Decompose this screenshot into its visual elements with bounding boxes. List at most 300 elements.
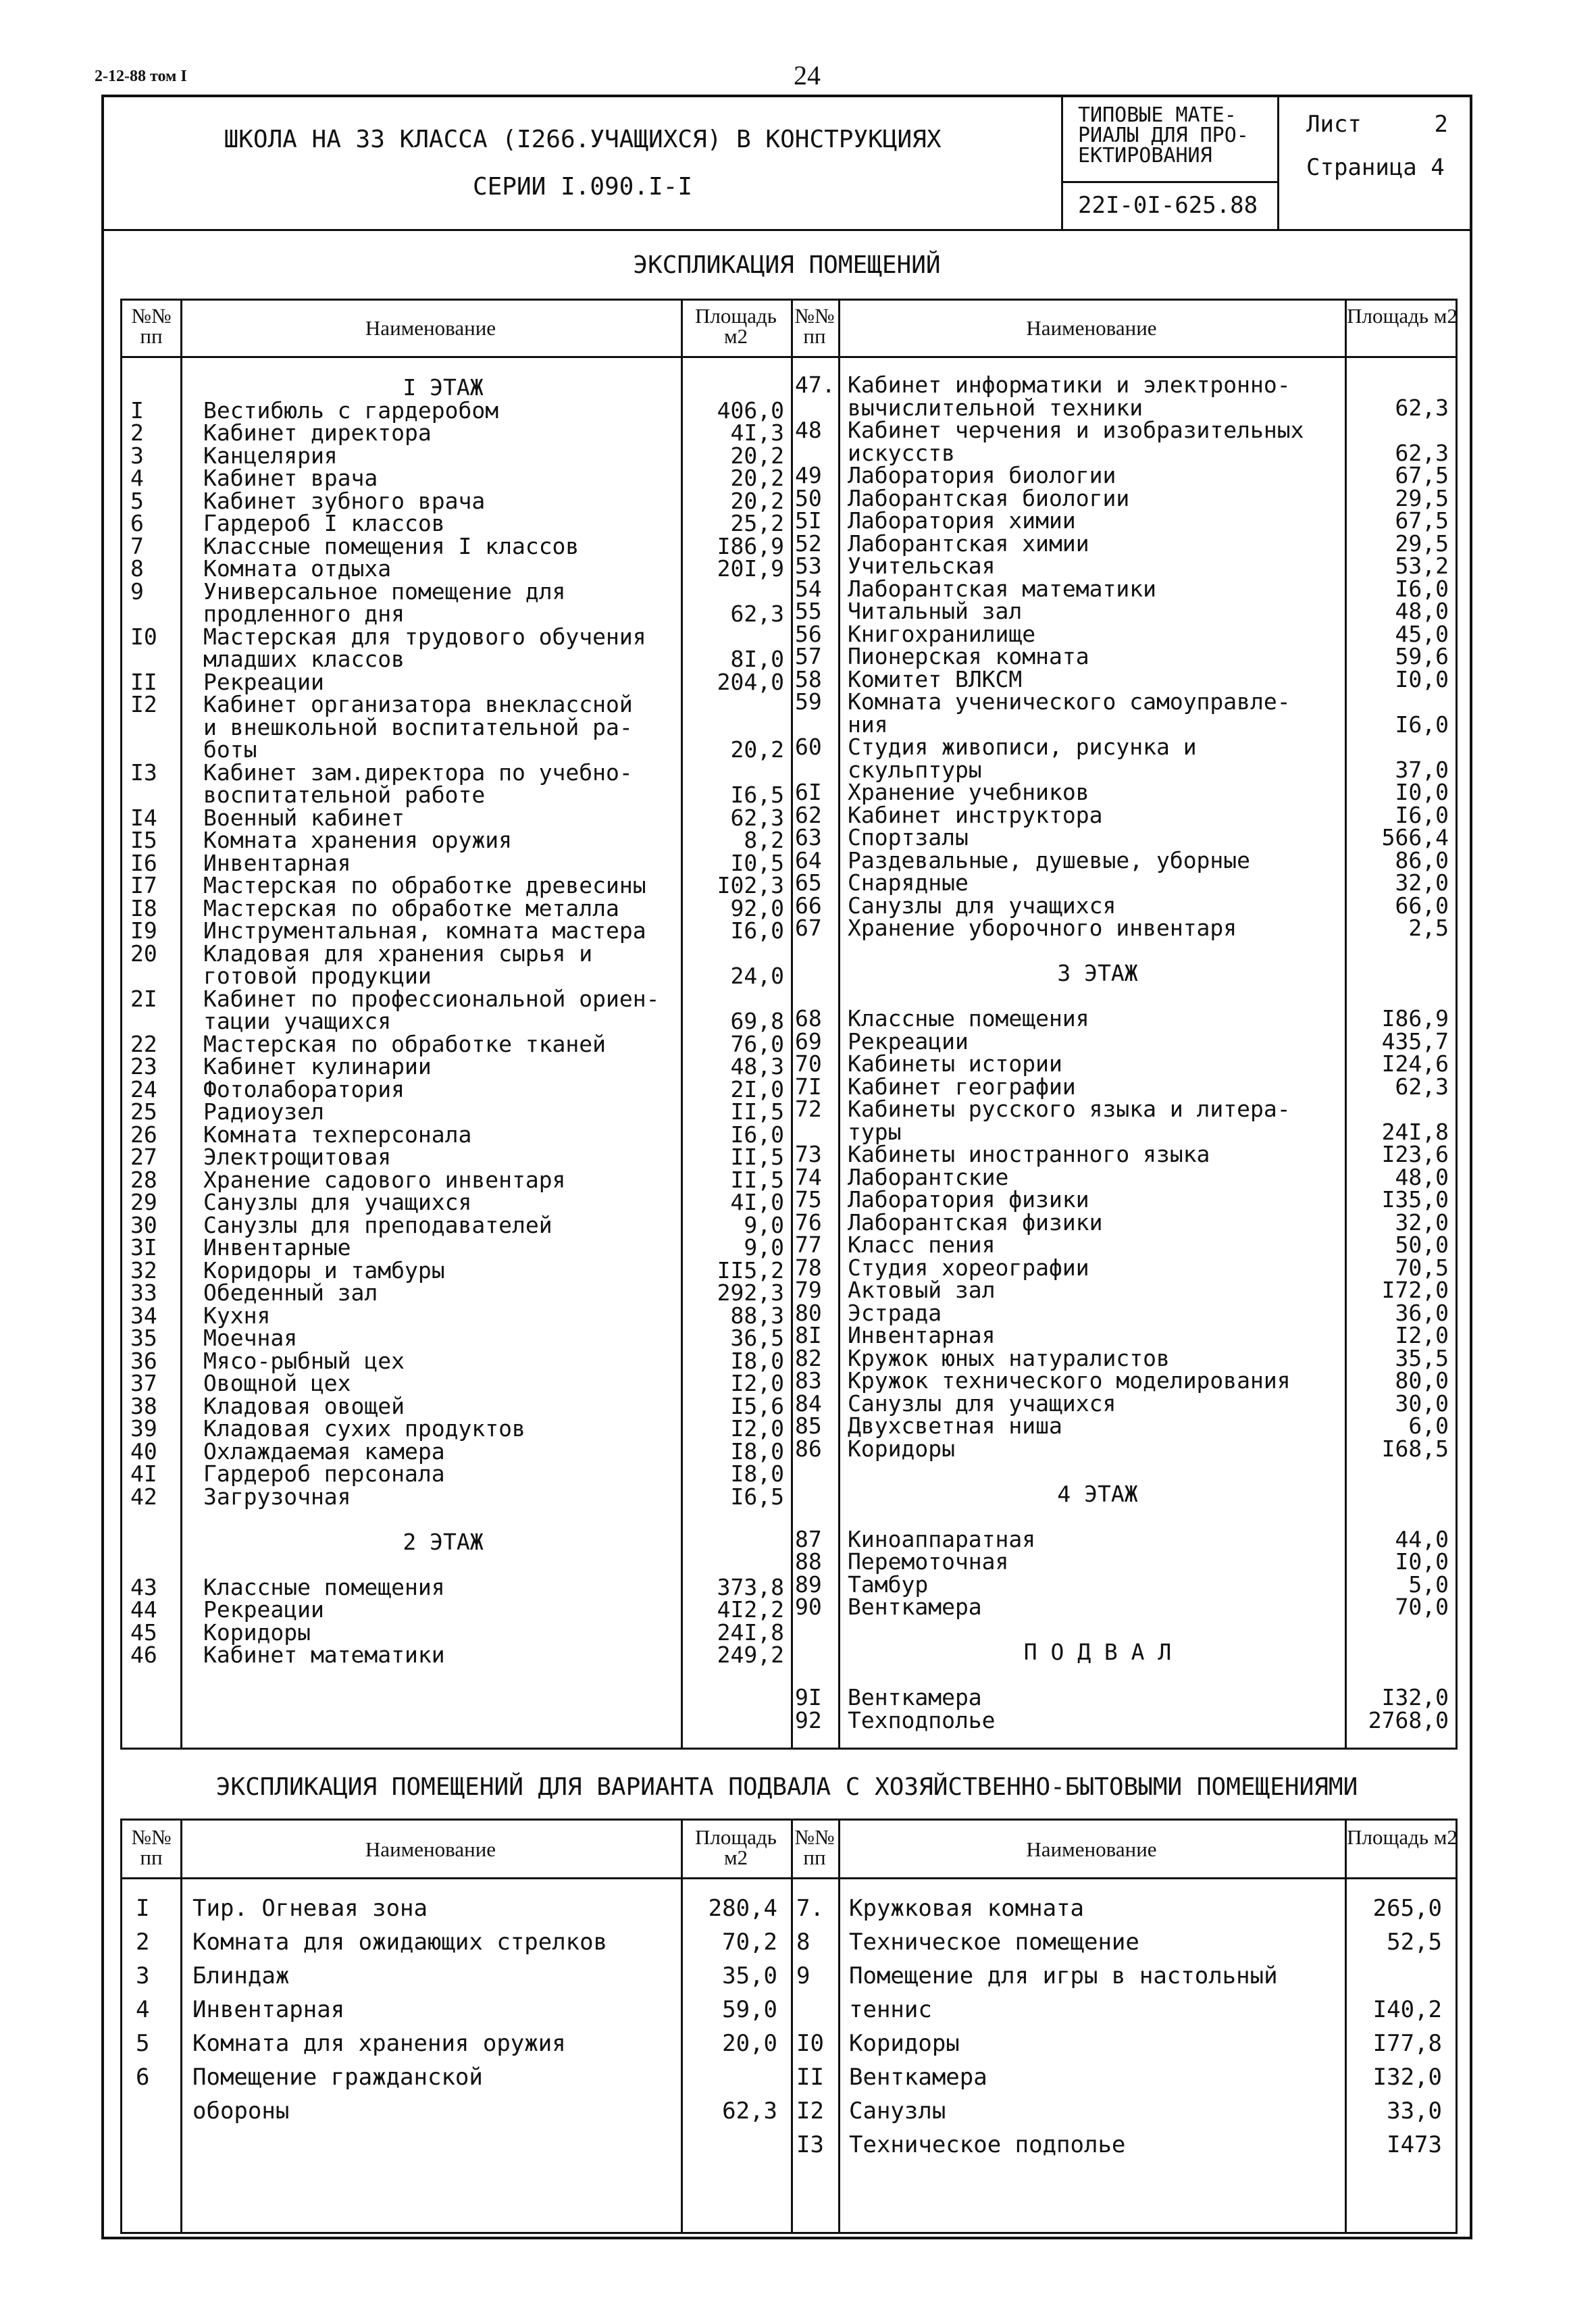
row-number: 85 bbox=[795, 1413, 822, 1439]
table-row bbox=[791, 1435, 1460, 1462]
row-number: 43 bbox=[130, 1573, 157, 1600]
floor-heading bbox=[791, 1505, 1460, 1527]
room-area: I2,0 bbox=[1395, 1322, 1449, 1348]
row-number: 29 bbox=[130, 1189, 157, 1215]
table-row bbox=[122, 829, 791, 851]
room-area: 25,2 bbox=[730, 510, 784, 536]
row-number: I0 bbox=[796, 2030, 824, 2057]
row-number: 76 bbox=[795, 1209, 822, 1236]
row-number: I2 bbox=[796, 2098, 824, 2125]
table-row bbox=[791, 1369, 1460, 1392]
room-area: I2,0 bbox=[730, 1370, 784, 1396]
table-row bbox=[791, 419, 1460, 441]
table-row bbox=[791, 1231, 1460, 1258]
room-name: готовой продукции bbox=[203, 963, 432, 989]
table-row bbox=[791, 1706, 1460, 1733]
room-area: I473 bbox=[1387, 2131, 1442, 2158]
room-name: тации учащихся bbox=[203, 1008, 392, 1034]
table-row bbox=[122, 1996, 791, 2023]
floor-heading bbox=[122, 1528, 791, 1555]
materials-line-1: ТИПОВЫЕ МАТЕ- bbox=[1078, 103, 1237, 127]
room-area: I32,0 bbox=[1381, 1684, 1449, 1710]
room-area: 24I,8 bbox=[717, 1619, 784, 1646]
row-number: I bbox=[136, 1895, 150, 1922]
room-area: 37,0 bbox=[1395, 756, 1449, 783]
floor-heading bbox=[791, 1641, 1460, 1663]
table-row bbox=[791, 781, 1460, 803]
room-area: 435,7 bbox=[1381, 1027, 1449, 1054]
room-area: 20,2 bbox=[730, 487, 784, 514]
row-number: I bbox=[130, 397, 144, 424]
row-number: 5I bbox=[795, 507, 822, 534]
room-name: Санузлы для учащихся bbox=[848, 892, 1116, 919]
row-number: 20 bbox=[130, 940, 157, 967]
title-line-2: СЕРИИ I.090.I-I bbox=[472, 173, 693, 201]
row-number: 22 bbox=[130, 1030, 157, 1057]
room-area: 2768,0 bbox=[1368, 1706, 1449, 1733]
materials-divider bbox=[1063, 181, 1277, 183]
table-row bbox=[122, 1304, 791, 1327]
row-number: 5 bbox=[130, 487, 144, 514]
table-row bbox=[122, 2030, 791, 2057]
row-number: 27 bbox=[130, 1144, 157, 1170]
row-number: 52 bbox=[795, 530, 822, 557]
row-number: I7 bbox=[130, 872, 157, 898]
table-row bbox=[791, 1118, 1460, 1145]
floor-heading bbox=[122, 376, 791, 399]
floor-heading bbox=[791, 940, 1460, 962]
room-name: туры bbox=[848, 1118, 902, 1145]
table-row bbox=[122, 1166, 791, 1193]
table-row bbox=[122, 1440, 791, 1463]
table2-col-area-left: Площадь м2 bbox=[695, 1825, 777, 1869]
room-name: Инвентарные bbox=[203, 1234, 351, 1261]
room-name: Комната ученического самоуправле- bbox=[848, 688, 1291, 715]
row-number: I8 bbox=[130, 894, 157, 921]
table2-col-name-right: Наименование bbox=[1026, 1837, 1157, 1861]
row-number: 92 bbox=[795, 1706, 822, 1733]
title-line-1: ШКОЛА НА 33 КЛАССА (I266.УЧАЩИХСЯ) В КОНСТРУКЦИЯХ bbox=[224, 126, 942, 153]
room-area: I32,0 bbox=[1372, 2064, 1442, 2091]
table-row bbox=[791, 917, 1460, 939]
room-area: 20,2 bbox=[730, 465, 784, 491]
table-row bbox=[122, 1485, 791, 1508]
room-area: I8,0 bbox=[730, 1438, 784, 1465]
room-name: Комната для хранения оружия bbox=[192, 2030, 566, 2057]
row-number: I5 bbox=[130, 827, 157, 853]
room-name: Снарядные bbox=[848, 869, 969, 896]
table-row bbox=[791, 555, 1460, 577]
table-row bbox=[122, 1123, 791, 1146]
table1-col-name-right: Наименование bbox=[1026, 316, 1157, 340]
room-area: 2,5 bbox=[1408, 915, 1449, 941]
room-area: 24,0 bbox=[730, 963, 784, 989]
row-number: 25 bbox=[130, 1098, 157, 1125]
room-area: 67,5 bbox=[1395, 507, 1449, 534]
table1-col-num-right: №№ пп bbox=[794, 304, 835, 348]
materials-block bbox=[1063, 97, 1279, 231]
room-name: Лаборатория химии bbox=[848, 507, 1076, 534]
floor-heading bbox=[122, 1553, 791, 1575]
row-number: II bbox=[796, 2064, 824, 2091]
table-row bbox=[122, 1211, 791, 1238]
table-row bbox=[791, 871, 1460, 894]
room-area: 9,0 bbox=[744, 1211, 784, 1238]
table-row bbox=[122, 965, 791, 987]
room-name: Овощной цех bbox=[203, 1370, 351, 1396]
floor-heading-label: 4 ЭТАЖ bbox=[1057, 1480, 1138, 1507]
room-area: 8,2 bbox=[744, 827, 784, 853]
row-number: 8 bbox=[130, 555, 144, 582]
sheet-label: Лист bbox=[1306, 111, 1362, 138]
row-number: 48 bbox=[795, 417, 822, 443]
room-name: Блиндаж bbox=[192, 1962, 290, 1989]
title-block bbox=[104, 97, 1063, 231]
table1-col-name-left: Наименование bbox=[365, 316, 496, 340]
room-name: Инвентарная bbox=[203, 849, 351, 876]
table-row bbox=[122, 2098, 791, 2125]
row-number: 63 bbox=[795, 824, 822, 850]
table-row bbox=[122, 1327, 791, 1349]
room-area: I0,0 bbox=[1395, 1548, 1449, 1575]
table-row bbox=[122, 849, 791, 876]
room-area: 53,2 bbox=[1395, 553, 1449, 579]
room-name: Военный кабинет bbox=[203, 804, 405, 831]
table2-col-divider bbox=[838, 1821, 840, 2232]
room-name: Лаборантская биологии bbox=[848, 484, 1130, 511]
room-area: 33,0 bbox=[1387, 2098, 1442, 2125]
row-number: 24 bbox=[130, 1075, 157, 1102]
table-row bbox=[791, 1392, 1460, 1415]
room-name: Техподполье bbox=[848, 1706, 996, 1733]
row-number: 44 bbox=[130, 1596, 157, 1623]
table2-title: ЭКСПЛИКАЦИЯ ПОМЕЩЕНИЙ ДЛЯ ВАРИАНТА ПОДВАЛА С ХОЗЯЙСТВЕННО-БЫТОВЫМИ ПОМЕЩЕНИЯМИ bbox=[215, 1773, 1358, 1801]
row-number: I3 bbox=[130, 759, 157, 786]
table-row bbox=[791, 394, 1460, 421]
floor-heading bbox=[791, 1460, 1460, 1482]
room-area: 88,3 bbox=[730, 1302, 784, 1329]
table-row bbox=[791, 1027, 1460, 1054]
row-number: 64 bbox=[795, 846, 822, 873]
table2-col-num-right: №№ пп bbox=[794, 1825, 835, 1869]
room-name: Коридоры bbox=[203, 1619, 311, 1646]
table-row bbox=[791, 620, 1460, 647]
table-row bbox=[791, 1929, 1460, 1956]
floor-heading bbox=[122, 1508, 791, 1530]
row-number: 54 bbox=[795, 575, 822, 602]
table-row bbox=[791, 484, 1460, 511]
table-row bbox=[122, 894, 791, 921]
room-area: II,5 bbox=[730, 1166, 784, 1193]
room-name: Рекреации bbox=[203, 1596, 324, 1623]
table-row bbox=[791, 826, 1460, 848]
room-name: Техническое подполье bbox=[849, 2131, 1126, 2158]
table-row bbox=[791, 1686, 1460, 1708]
room-name: Кладовая сухих продуктов bbox=[203, 1415, 525, 1442]
room-name: Эстрада bbox=[848, 1299, 942, 1326]
row-number: 30 bbox=[130, 1211, 157, 1238]
room-name: Санузлы для учащихся bbox=[203, 1189, 472, 1215]
row-number: I6 bbox=[130, 849, 157, 876]
project-code: 22I-0I-625.88 bbox=[1078, 192, 1258, 219]
row-number: 2I bbox=[130, 985, 157, 1012]
room-name: Кабинет директора bbox=[203, 420, 432, 446]
row-number: 58 bbox=[795, 665, 822, 692]
room-area: 20I,9 bbox=[717, 555, 784, 582]
room-area: 80,0 bbox=[1395, 1367, 1449, 1394]
row-number: 70 bbox=[795, 1050, 822, 1077]
table-row bbox=[791, 1211, 1460, 1234]
room-name: Гардероб I классов bbox=[203, 510, 445, 536]
room-area: 32,0 bbox=[1395, 1209, 1449, 1236]
room-area: 92,0 bbox=[730, 894, 784, 921]
row-number: 3 bbox=[130, 442, 144, 469]
room-area: I6,5 bbox=[730, 1483, 784, 1510]
table1-col-area-left: Площадь м2 bbox=[695, 304, 777, 348]
room-area: 20,2 bbox=[730, 442, 784, 469]
room-name: Классные помещения I классов bbox=[203, 532, 580, 559]
row-number: 35 bbox=[130, 1325, 157, 1351]
room-area: I23,6 bbox=[1381, 1141, 1449, 1167]
room-name: Кабинет врача bbox=[203, 465, 378, 491]
room-name: Кладовая для хранения сырья и bbox=[203, 940, 593, 967]
room-name: Читальный зал bbox=[848, 598, 1023, 624]
row-number: 6I bbox=[795, 779, 822, 805]
row-number: 3I bbox=[130, 1234, 157, 1261]
row-number: 73 bbox=[795, 1141, 822, 1167]
room-name: Комната отдыха bbox=[203, 555, 392, 582]
row-number: 32 bbox=[130, 1256, 157, 1283]
table-row bbox=[122, 648, 791, 670]
row-number: 7I bbox=[795, 1073, 822, 1100]
table-row bbox=[122, 623, 791, 650]
row-number: 6 bbox=[130, 510, 144, 536]
room-name: Коридоры и тамбуры bbox=[203, 1256, 445, 1283]
row-number: 84 bbox=[795, 1390, 822, 1417]
row-number: 28 bbox=[130, 1166, 157, 1193]
row-number: I0 bbox=[130, 623, 157, 650]
table-row bbox=[791, 2030, 1460, 2057]
room-area: 8I,0 bbox=[730, 646, 784, 672]
room-area: 2I,0 bbox=[730, 1075, 784, 1102]
floor-heading-label: I ЭТАЖ bbox=[403, 374, 484, 401]
row-number: 86 bbox=[795, 1435, 822, 1462]
rooms-table bbox=[120, 299, 1458, 1750]
table-row bbox=[791, 756, 1460, 783]
room-name: Электрощитовая bbox=[203, 1144, 392, 1170]
room-name: Хранение садового инвентаря bbox=[203, 1166, 566, 1193]
table-row bbox=[122, 1573, 791, 1600]
row-number: 45 bbox=[130, 1619, 157, 1646]
room-name: Кладовая овощей bbox=[203, 1392, 405, 1419]
room-area: I86,9 bbox=[1381, 1005, 1449, 1032]
materials-text bbox=[1078, 105, 1249, 166]
table-row bbox=[122, 784, 791, 806]
room-area: 62,3 bbox=[730, 804, 784, 831]
table-row bbox=[122, 1392, 791, 1419]
room-area: I86,9 bbox=[717, 532, 784, 559]
room-area: I6,0 bbox=[1395, 575, 1449, 602]
room-area: 62,3 bbox=[1395, 1073, 1449, 1100]
room-area: 70,2 bbox=[722, 1929, 777, 1956]
room-name: Помещение гражданской bbox=[192, 2064, 483, 2091]
table-row bbox=[791, 1256, 1460, 1279]
room-area: I2,0 bbox=[730, 1415, 784, 1442]
table-row bbox=[122, 512, 791, 534]
room-area: 62,3 bbox=[1395, 439, 1449, 466]
row-number: 4 bbox=[136, 1996, 150, 2023]
row-number: 66 bbox=[795, 892, 822, 919]
room-area: 48,3 bbox=[730, 1053, 784, 1079]
room-name: Кабинеты истории bbox=[848, 1050, 1062, 1077]
floor-heading-label: П О Д В А Л bbox=[1023, 1639, 1172, 1665]
room-area: 86,0 bbox=[1395, 846, 1449, 873]
table2-col-divider bbox=[791, 1821, 793, 2232]
room-area: 30,0 bbox=[1395, 1390, 1449, 1417]
row-number: II bbox=[130, 668, 157, 695]
basement-variant-table bbox=[120, 1819, 1458, 2234]
room-name: Студия живописи, рисунка и bbox=[848, 734, 1197, 760]
row-number: 4 bbox=[130, 465, 144, 491]
room-area: 48,0 bbox=[1395, 598, 1449, 624]
table-row bbox=[122, 1372, 791, 1394]
table2-header-rule bbox=[122, 1877, 1456, 1879]
room-name: Венткамера bbox=[848, 1684, 982, 1710]
row-number: 83 bbox=[795, 1367, 822, 1394]
row-number: 7. bbox=[796, 1895, 824, 1922]
table-row bbox=[791, 1279, 1460, 1301]
row-number: 38 bbox=[130, 1392, 157, 1419]
room-name: теннис bbox=[849, 1996, 932, 2023]
table-row bbox=[122, 942, 791, 965]
room-name: Лаборантские bbox=[848, 1163, 1009, 1190]
room-name: Учительская bbox=[848, 553, 996, 579]
room-name: Комната техперсонала bbox=[203, 1121, 472, 1148]
room-name: Кабинет зам.директора по учебно- bbox=[203, 759, 633, 786]
materials-line-3: ЕКТИРОВАНИЯ bbox=[1078, 144, 1212, 168]
room-name: Тир. Огневая зона bbox=[192, 1895, 428, 1922]
table-row bbox=[791, 690, 1460, 713]
table-row bbox=[122, 1347, 791, 1374]
room-name: Кабинет черчения и изобразительных bbox=[848, 417, 1304, 443]
table-row bbox=[791, 1163, 1460, 1190]
row-number: 7 bbox=[130, 532, 144, 559]
room-name: Гардероб персонала bbox=[203, 1460, 445, 1487]
row-number: 87 bbox=[795, 1525, 822, 1552]
room-name: Рекреации bbox=[848, 1027, 969, 1054]
room-area: II,5 bbox=[730, 1144, 784, 1170]
room-name: Лаборатория биологии bbox=[848, 462, 1116, 488]
row-number: 78 bbox=[795, 1254, 822, 1281]
table-row bbox=[122, 985, 791, 1012]
room-area: 62,3 bbox=[722, 2098, 777, 2125]
table-row bbox=[122, 1146, 791, 1168]
table2-col-divider bbox=[681, 1821, 683, 2232]
room-name: Кабинет математики bbox=[203, 1642, 445, 1668]
room-name: Двухсветная ниша bbox=[848, 1413, 1062, 1439]
room-area: I5,6 bbox=[730, 1392, 784, 1419]
row-number: 39 bbox=[130, 1415, 157, 1442]
room-area: 20,0 bbox=[722, 2030, 777, 2057]
row-number: 34 bbox=[130, 1302, 157, 1329]
room-name: Венткамера bbox=[849, 2064, 987, 2091]
room-name: Универсальное помещение для bbox=[203, 578, 566, 605]
room-name: Лаборатория физики bbox=[848, 1186, 1089, 1213]
table-row bbox=[791, 575, 1460, 602]
table-row bbox=[791, 665, 1460, 692]
row-number: 65 bbox=[795, 869, 822, 896]
row-number: 90 bbox=[795, 1594, 822, 1620]
room-name: Мясо-рыбный цех bbox=[203, 1347, 405, 1374]
row-number: 59 bbox=[795, 688, 822, 715]
table1-col-num-left: №№ пп bbox=[131, 304, 172, 348]
room-name: продленного дня bbox=[203, 601, 405, 627]
row-number: 56 bbox=[795, 620, 822, 647]
table-row bbox=[791, 464, 1460, 486]
room-area: 48,0 bbox=[1395, 1163, 1449, 1190]
room-name: Киноаппаратная bbox=[848, 1525, 1036, 1552]
row-number: 77 bbox=[795, 1231, 822, 1258]
table2-col-num-left: №№ пп bbox=[131, 1825, 172, 1869]
table-row bbox=[791, 1007, 1460, 1030]
room-name: Санузлы для преподавателей bbox=[203, 1211, 552, 1238]
table-row bbox=[791, 1098, 1460, 1120]
room-name: Кабинет географии bbox=[848, 1073, 1076, 1100]
room-name: скульптуры bbox=[848, 756, 982, 783]
room-name: Обеденный зал bbox=[203, 1279, 378, 1306]
room-area: I0,0 bbox=[1395, 779, 1449, 805]
table2-col-area-right: Площадь м2 bbox=[1347, 1825, 1458, 1849]
table-row bbox=[122, 1895, 791, 1922]
room-area: 292,3 bbox=[717, 1279, 784, 1306]
table-row bbox=[122, 532, 791, 559]
table-row bbox=[122, 1256, 791, 1283]
sheet-block bbox=[1279, 97, 1470, 231]
row-number: 9 bbox=[130, 578, 144, 605]
room-name: Классные помещения bbox=[848, 1005, 1089, 1032]
table2-col-divider bbox=[1345, 1821, 1347, 2232]
row-number: 40 bbox=[130, 1438, 157, 1465]
table-row bbox=[791, 1052, 1460, 1075]
table-row bbox=[122, 738, 791, 761]
table-row bbox=[122, 1460, 791, 1487]
table-row bbox=[791, 2131, 1460, 2158]
table2-col-divider bbox=[180, 1821, 182, 2232]
room-area: 67,5 bbox=[1395, 462, 1449, 488]
room-area: I02,3 bbox=[717, 872, 784, 898]
room-name: Кабинеты иностранного языка bbox=[848, 1141, 1210, 1167]
room-area: II,5 bbox=[730, 1098, 784, 1125]
row-number: I2 bbox=[130, 691, 157, 717]
room-area: 59,0 bbox=[722, 1996, 777, 2023]
row-number: 53 bbox=[795, 553, 822, 579]
table-row bbox=[122, 874, 791, 896]
room-name: обороны bbox=[192, 2098, 290, 2125]
room-name: Мастерская по обработке тканей bbox=[203, 1030, 607, 1057]
table-row bbox=[122, 919, 791, 942]
row-number: 67 bbox=[795, 915, 822, 941]
room-name: искусств bbox=[848, 439, 955, 466]
table-row bbox=[791, 2098, 1460, 2125]
room-name: Инвентарная bbox=[192, 1996, 345, 2023]
room-name: Радиоузел bbox=[203, 1098, 324, 1125]
row-number: 9I bbox=[795, 1684, 822, 1710]
room-name: Инвентарная bbox=[848, 1322, 996, 1348]
room-area: 406,0 bbox=[717, 397, 784, 424]
room-name: Книгохранилище bbox=[848, 620, 1036, 647]
sheet-row bbox=[1306, 111, 1448, 138]
room-name: Комната для ожидающих стрелков bbox=[192, 1929, 608, 1956]
